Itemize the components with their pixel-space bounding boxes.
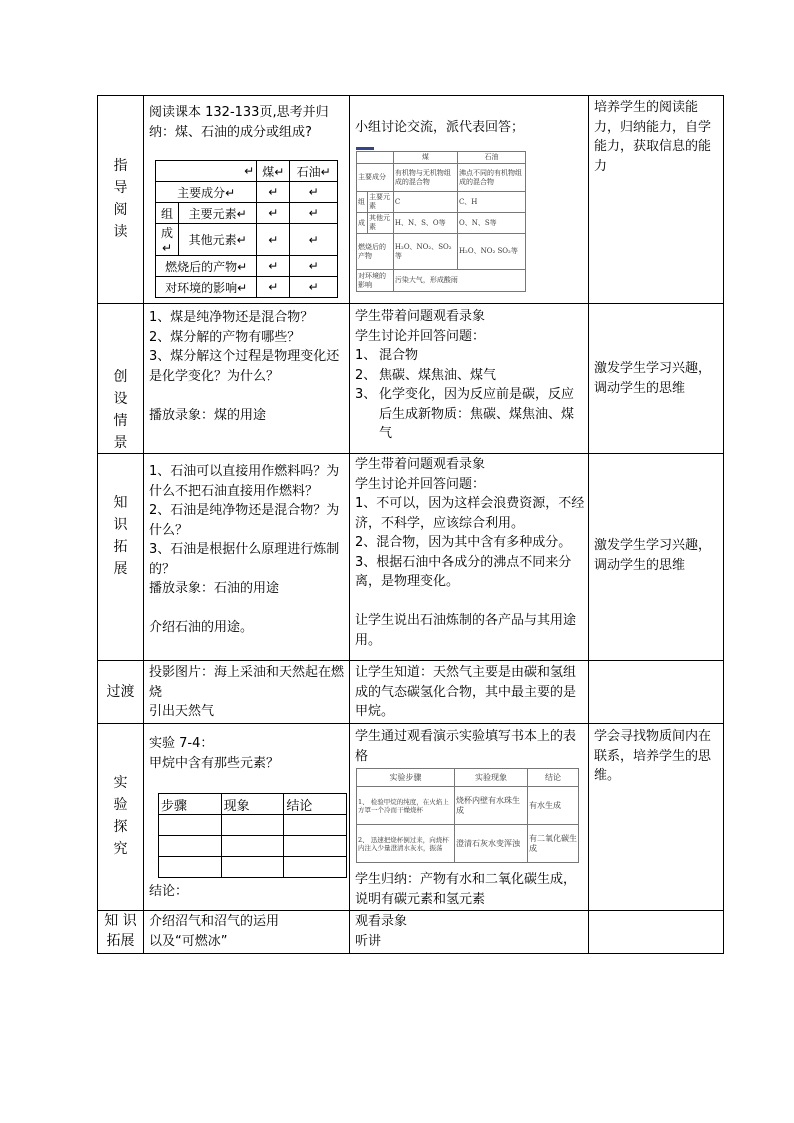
exp-conclusion: 有水生成	[528, 787, 579, 825]
answer-cell: H₂O、NO₂ SO₂等	[457, 234, 525, 270]
student-summary: 学生归纳：产物有水和二氧化碳生成，说明有碳元素和氢元素	[355, 872, 577, 907]
exp-phenomenon: 澄清石灰水变浑浊	[455, 825, 528, 863]
stage-label: 创 设 情 景	[113, 369, 128, 451]
table-row-label: 对环境的影响↵	[156, 277, 257, 298]
table-cell: ↵	[290, 256, 338, 277]
table-cell	[159, 857, 222, 878]
student-activity: 小组讨论交流，派代表回答；	[355, 120, 525, 135]
table-cell	[159, 815, 222, 836]
table-cell: ↵	[290, 203, 338, 224]
table-cell	[284, 815, 347, 836]
answer-row-label: 主要元素	[368, 192, 394, 213]
experiment-answer-image	[356, 768, 579, 863]
answer-header-oil: 石油	[457, 152, 525, 164]
student-line: 学生讨论并回答问题：	[355, 476, 486, 492]
student-line: 观看录象	[355, 914, 408, 929]
reading-fill-table	[155, 160, 338, 298]
teacher-conclusion: 结论：	[149, 884, 189, 899]
teacher-activity	[149, 912, 347, 951]
answer-row-label: 对环境的影响	[357, 270, 394, 292]
teaching-intent: 培养学生的阅读能力，归纳能力，自学能力，获取信息的能力	[594, 100, 712, 174]
answer-cell: 有机物与无机物组成的混合物	[393, 164, 457, 192]
table-divider	[97, 660, 724, 661]
student-answer: 让学生说出石油炼制的各产品与其用途用。	[355, 613, 577, 648]
student-answer: 1、不可以，因为这样会浪费资源，不经济，不科学，应该综合利用。	[355, 496, 585, 531]
table-cell	[221, 857, 284, 878]
teacher-question: 3、煤分解这个过程是物理变化还是化学变化？为什么？	[149, 349, 340, 384]
answer-header-coal: 煤	[393, 152, 457, 164]
table-cell: ↵	[290, 224, 338, 256]
table-divider	[588, 95, 589, 954]
stage-label: 实 验 探 究	[113, 775, 128, 857]
experiment-fill-table	[158, 793, 347, 878]
student-activity: 学生通过观看演示实验填写书本上的表格	[355, 729, 577, 764]
experiment-question: 甲烷中含有那些元素？	[149, 755, 280, 771]
teacher-line: 引出天然气	[149, 704, 215, 719]
table-cell: ↵	[290, 277, 338, 298]
answer-table-image	[356, 147, 528, 294]
table-cell: ↵	[257, 203, 290, 224]
answer-row-label: 燃烧后的产物	[357, 234, 394, 270]
answer-row-label: 其他元素	[368, 213, 394, 234]
table-divider	[143, 95, 144, 954]
table-header-cell: ↵	[156, 161, 257, 182]
experiment-title: 实验 7-4：	[149, 736, 214, 751]
teacher-note: 介绍石油的用途。	[149, 620, 254, 635]
answer-cell: 沸点不同的有机物组成的混合物	[457, 164, 525, 192]
table-border	[97, 95, 724, 96]
teaching-intent: 激发学生学习兴趣，调动学生的思维	[594, 538, 712, 573]
teacher-activity	[149, 308, 347, 425]
spacer-line	[149, 599, 347, 619]
table-cell	[159, 836, 222, 857]
table-cell: ↵	[257, 277, 290, 298]
teacher-line: 介绍沼气和沼气的运用	[149, 914, 280, 929]
decorative-bar	[356, 147, 374, 150]
table-cell	[284, 836, 347, 857]
teacher-line: 以及“可燃冰”	[149, 933, 228, 949]
answer-row-group: 成	[357, 213, 368, 234]
table-header-cell: 现象	[221, 794, 284, 815]
table-cell: ↵	[257, 224, 290, 256]
table-divider	[97, 453, 724, 454]
teacher-question: 3、石油是根据什么原理进行炼制的？	[149, 542, 340, 577]
table-row-group: 组	[156, 203, 179, 224]
answer-cell: 污染大气，形成酸雨	[393, 270, 525, 292]
table-border	[723, 95, 724, 954]
answer-cell: C	[393, 192, 457, 213]
table-row-label: 主要元素↵	[179, 203, 257, 224]
table-divider	[97, 303, 724, 304]
teacher-activity	[149, 734, 347, 773]
student-answer: 2、混合物，因为其中含有多种成分。	[355, 535, 572, 550]
table-cell: ↵	[290, 182, 338, 203]
stage-label: 过渡	[106, 684, 135, 700]
exp-conclusion: 有二氧化碳生成	[528, 825, 579, 863]
student-line: 听讲	[355, 933, 382, 949]
stage-label: 知 识 拓 展	[113, 495, 128, 577]
teacher-activity: 阅读课本 132-133页,思考并归纳：煤、石油的成分或组成?	[149, 105, 329, 140]
table-cell	[221, 815, 284, 836]
teacher-question: 1、煤是纯净物还是混合物？	[149, 310, 314, 325]
stage-label: 知 识 拓展	[104, 913, 137, 949]
table-header-cell: 结论	[284, 794, 347, 815]
student-activity	[355, 912, 585, 951]
table-cell	[284, 857, 347, 878]
table-header-cell: 石油↵	[290, 161, 338, 182]
answer-cell: H、N、S、O等	[393, 213, 457, 234]
exp-header: 实验步骤	[357, 769, 455, 787]
teacher-question: 1、石油可以直接用作燃料吗？为什么不把石油直接用作燃料？	[149, 464, 340, 499]
stage-label: 指 导 阅 读	[113, 158, 128, 240]
exp-header: 结论	[528, 769, 579, 787]
table-header-cell: 煤↵	[257, 161, 290, 182]
teacher-video-note: 播放录象：煤的用途	[149, 407, 267, 423]
table-header-cell: 步骤	[159, 794, 222, 815]
student-answer: 1、 混合物	[355, 348, 419, 363]
exp-header: 实验现象	[455, 769, 528, 787]
teacher-activity	[149, 462, 347, 638]
table-row-label: 其他元素↵	[179, 224, 257, 256]
student-activity	[355, 455, 585, 650]
teacher-question: 2、石油是纯净物还是混合物？为什么？	[149, 503, 340, 538]
teaching-intent: 激发学生学习兴趣，调动学生的思维	[594, 361, 712, 396]
student-activity	[355, 307, 585, 444]
teaching-intent: 学会寻找物质间内在联系，培养学生的思维。	[594, 729, 712, 783]
table-row-label: 燃烧后的产物↵	[156, 256, 257, 277]
student-answer: 3、根据石油中各成分的沸点不同来分离，是物理变化。	[355, 554, 572, 589]
answer-cell: O、N、S等	[457, 213, 525, 234]
answer-row-group: 组	[357, 192, 368, 213]
table-border	[97, 953, 724, 954]
teacher-video-note: 播放录象：石油的用途	[149, 581, 280, 596]
table-cell: ↵	[257, 182, 290, 203]
answer-cell: H₂O、NO₂、SO₂等	[393, 234, 457, 270]
table-cell: ↵	[257, 256, 290, 277]
teacher-line: 投影图片：海上采油和天然起在燃烧	[149, 665, 345, 700]
table-cell	[221, 836, 284, 857]
table-divider	[349, 95, 350, 954]
student-line: 学生讨论并回答问题：	[355, 328, 486, 344]
spacer-line	[355, 592, 585, 612]
exp-step: 1、 检验甲烷的纯度，在火焰上方罩一个冷而干燥烧杯	[357, 787, 455, 825]
table-divider	[97, 910, 724, 911]
teacher-activity	[149, 663, 347, 722]
teacher-question: 2、煤分解的产物有哪些？	[149, 329, 301, 345]
exp-step: 2、 迅速把烧杯倒过来，向烧杯内注入少量澄清水灰水，振荡	[357, 825, 455, 863]
student-answer: 3、 化学变化，因为反应前是碳，反应后生成新物质：焦碳、煤焦油、煤气	[355, 387, 575, 441]
student-activity: 让学生知道：天然气主要是由碳和氢组成的气态碳氢化合物，其中最主要的是甲烷。	[355, 665, 577, 719]
answer-row-label: 主要成分	[357, 164, 394, 192]
table-row-label: 主要成分↵	[156, 182, 257, 203]
student-line: 学生带着问题观看录象	[355, 457, 486, 472]
exp-phenomenon: 烧杯内壁有水珠生成	[455, 787, 528, 825]
table-row-group: 成↵	[156, 224, 179, 256]
student-line: 学生带着问题观看录象	[355, 309, 486, 324]
answer-cell: C、H	[457, 192, 525, 213]
table-divider	[97, 723, 724, 724]
spacer-line	[149, 386, 347, 406]
student-answer: 2、 焦碳、煤焦油、煤气	[355, 367, 497, 383]
